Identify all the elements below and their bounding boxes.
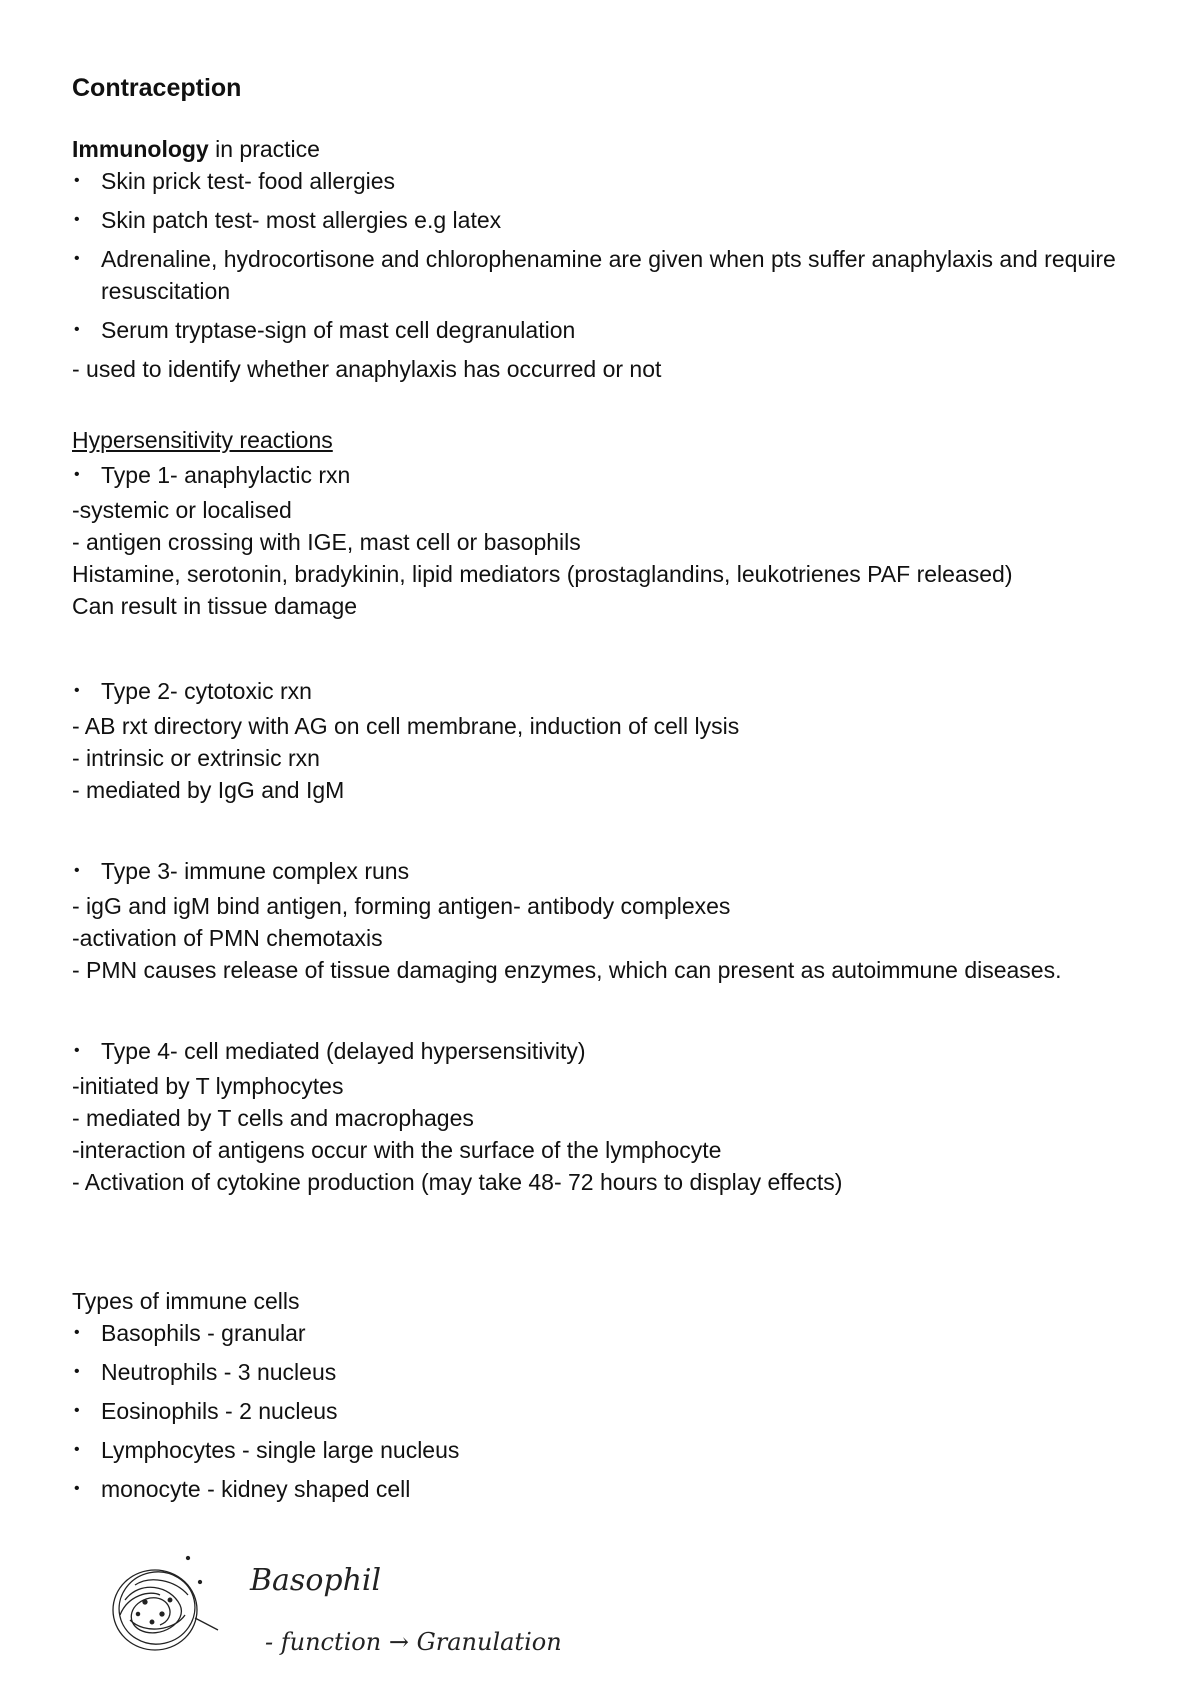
bullet-icon: • xyxy=(74,172,80,189)
type4-line: -interaction of antigens occur with the surface of the lymphocyte xyxy=(72,1137,722,1163)
type4-line: - mediated by T cells and macrophages xyxy=(72,1105,474,1131)
immunology-section xyxy=(72,133,1162,385)
bullet-icon: • xyxy=(74,211,80,228)
list-item: • Type 4- cell mediated (delayed hypersensitivity) xyxy=(72,1035,1162,1067)
handwritten-basophil: Basophil xyxy=(250,1563,382,1598)
bullet-icon: • xyxy=(74,1441,80,1458)
immune-cells-section xyxy=(72,1285,1162,1512)
list-item: • Skin patch test- most allergies e.g latex xyxy=(72,204,1162,236)
basophil-sketch xyxy=(100,1540,570,1680)
bullet-icon: • xyxy=(74,250,80,267)
type2-line: - intrinsic or extrinsic rxn xyxy=(72,745,320,771)
immune-cells-heading: Types of immune cells xyxy=(72,1288,300,1314)
type1-line: Histamine, serotonin, bradykinin, lipid mediators (prostaglandins, leukotrienes PAF released) xyxy=(72,561,1013,587)
immunology-heading-rest: in practice xyxy=(208,136,320,162)
list-item: • Type 2- cytotoxic rxn xyxy=(72,675,1162,707)
list-item: • Neutrophils - 3 nucleus xyxy=(72,1356,1162,1388)
list-item: • Type 3- immune complex runs xyxy=(72,855,1162,887)
basophil-cell-drawing xyxy=(112,1557,218,1652)
list-item: • Lymphocytes - single large nucleus xyxy=(72,1434,1162,1466)
bullet-icon: • xyxy=(74,1042,80,1059)
type1-line: Can result in tissue damage xyxy=(72,593,358,619)
list-item: • Skin prick test- food allergies xyxy=(72,165,1162,197)
list-item: • Type 1- anaphylactic rxn xyxy=(72,459,1162,491)
bullet-icon: • xyxy=(74,862,80,879)
bullet-icon: • xyxy=(74,466,80,483)
type1-line: - antigen crossing with IGE, mast cell or basophils xyxy=(72,529,581,555)
type2-line: - mediated by IgG and IgM xyxy=(72,777,345,803)
handwritten-function-note: - function → Granulation xyxy=(265,1628,562,1656)
type2-section xyxy=(72,675,1162,806)
type2-line: - AB rxt directory with AG on cell membrane, induction of cell lysis xyxy=(72,713,740,739)
list-item: • Serum tryptase-sign of mast cell degranulation xyxy=(72,314,1162,346)
type4-line: - Activation of cytokine production (may take 48- 72 hours to display effects) xyxy=(72,1169,843,1195)
bullet-icon: • xyxy=(74,1402,80,1419)
bullet-icon: • xyxy=(74,682,80,699)
type1-line: -systemic or localised xyxy=(72,497,292,523)
type4-line: -initiated by T lymphocytes xyxy=(72,1073,344,1099)
immunology-heading xyxy=(72,133,1162,165)
type3-line: - PMN causes release of tissue damaging enzymes, which can present as autoimmune diseases. xyxy=(72,957,1062,983)
bullet-icon: • xyxy=(74,1324,80,1341)
immunology-heading-bold: Immunology xyxy=(72,136,209,162)
type4-section xyxy=(72,1035,1162,1198)
bullet-icon: • xyxy=(74,1480,80,1497)
hypersensitivity-heading: Hypersensitivity reactions xyxy=(72,427,333,453)
type3-line: - igG and igM bind antigen, forming antigen- antibody complexes xyxy=(72,893,731,919)
type3-section xyxy=(72,855,1162,986)
list-item: • monocyte - kidney shaped cell xyxy=(72,1473,1162,1505)
list-item: • Eosinophils - 2 nucleus xyxy=(72,1395,1162,1427)
page-title: Contraception xyxy=(72,74,242,102)
hypersensitivity-section xyxy=(72,424,1162,622)
type3-line: -activation of PMN chemotaxis xyxy=(72,925,383,951)
immunology-note: - used to identify whether anaphylaxis has occurred or not xyxy=(72,356,662,382)
list-item: • Adrenaline, hydrocortisone and chlorophenamine are given when pts suffer anaphylaxis and require resuscitation xyxy=(72,243,1141,307)
bullet-icon: • xyxy=(74,1363,80,1380)
list-item: • Basophils - granular xyxy=(72,1317,1162,1349)
bullet-icon: • xyxy=(74,321,80,338)
